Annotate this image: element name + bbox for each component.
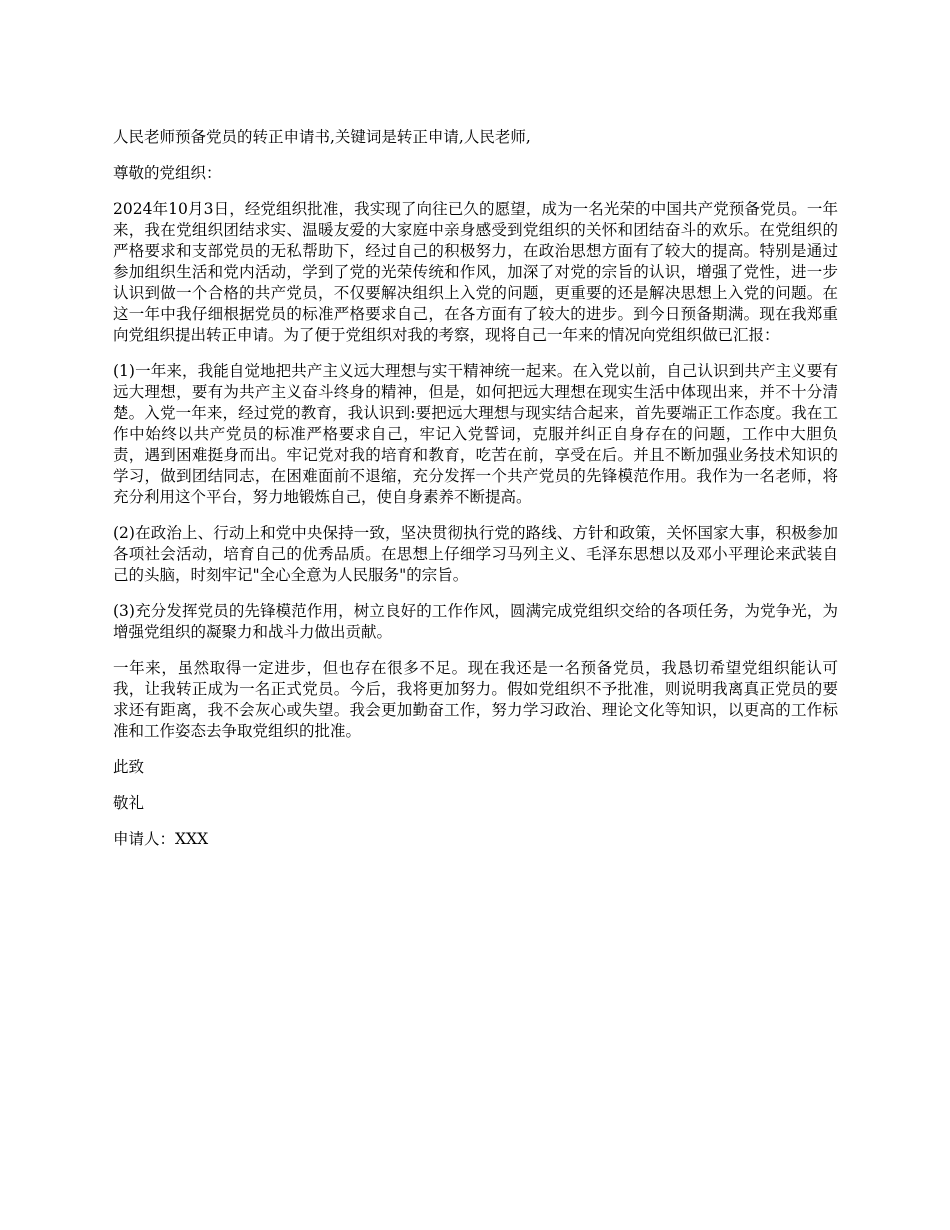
- closing-line: 此致: [113, 758, 145, 776]
- body-paragraph-point-1: (1)一年来，我能自觉地把共产主义远大理想与实干精神统一起来。在入党以前，自己认识到共产主义要有远大理想，要有为共产主义奋斗终身的精神，但是，如何把远大理想在现实生活中体现出来，并不十分清楚。入党一年来，经过党的教育，我认识到:要把远大理想与现实结合起来，首先要端正工作态度。我在工作中始终以共产党员的标准严格要求自己，牢记入党誓词，克服并纠正自身存在的问题，工作中大胆负责，遇到困难挺身而出。牢记党对我的培育和教育，吃苦在前，享受在后。并且不断加强业务技术知识的学习，做到团结同志，在困难面前不退缩，充分发挥一个共产党员的先锋模范作用。我作为一名老师，将充分利用这个平台，努力地锻炼自己，使自身素养不断提高。: [113, 362, 838, 506]
- regards-line: 敬礼: [113, 794, 145, 812]
- body-paragraph-intro: 2024年10月3日，经党组织批准，我实现了向往已久的愿望，成为一名光荣的中国共产党预备党员。一年来，我在党组织团结求实、温暖友爱的大家庭中亲身感受到党组织的关怀和团结奋斗的欢乐。在党组织的严格要求和支部党员的无私帮助下，经过自己的积极努力，在政治思想方面有了较大的提高。特别是通过参加组织生活和党内活动，学到了党的光荣传统和作风，加深了对党的宗旨的认识，增强了党性，进一步认识到做一个合格的共产党员，不仅要解决组织上入党的问题，更重要的还是解决思想上入党的问题。在这一年中我仔细根据党员的标准严格要求自己，在各方面有了较大的进步。到今日预备期满。现在我郑重向党组织提出转正申请。为了便于党组织对我的考察，现将自己一年来的情况向党组织做已汇报：: [113, 200, 838, 344]
- signature-line: 申请人：XXX: [113, 830, 209, 848]
- body-paragraph-point-3: (3)充分发挥党员的先锋模范作用，树立良好的工作作风，圆满完成党组织交给的各项任务，为党争光，为增强党组织的凝聚力和战斗力做出贡献。: [113, 602, 838, 641]
- document-header: 人民老师预备党员的转正申请书,关键词是转正申请,人民老师,: [113, 128, 531, 146]
- body-paragraph-conclusion: 一年来，虽然取得一定进步，但也存在很多不足。现在我还是一名预备党员，我恳切希望党组织能认可我，让我转正成为一名正式党员。今后，我将更加努力。假如党组织不予批准，则说明我离真正党员的要求还有距离，我不会灰心或失望。我会更加勤奋工作，努力学习政治、理论文化等知识，以更高的工作标准和工作姿态去争取党组织的批准。: [113, 659, 838, 740]
- document-page: [113, 127, 838, 865]
- salutation: 尊敬的党组织：: [113, 164, 222, 182]
- body-paragraph-point-2: (2)在政治上、行动上和党中央保持一致，坚决贯彻执行党的路线、方针和政策，关怀国家大事，积极参加各项社会活动，培育自己的优秀品质。在思想上仔细学习马列主义、毛泽东思想以及邓小平理论来武装自己的头脑，时刻牢记"全心全意为人民服务"的宗旨。: [113, 524, 838, 584]
